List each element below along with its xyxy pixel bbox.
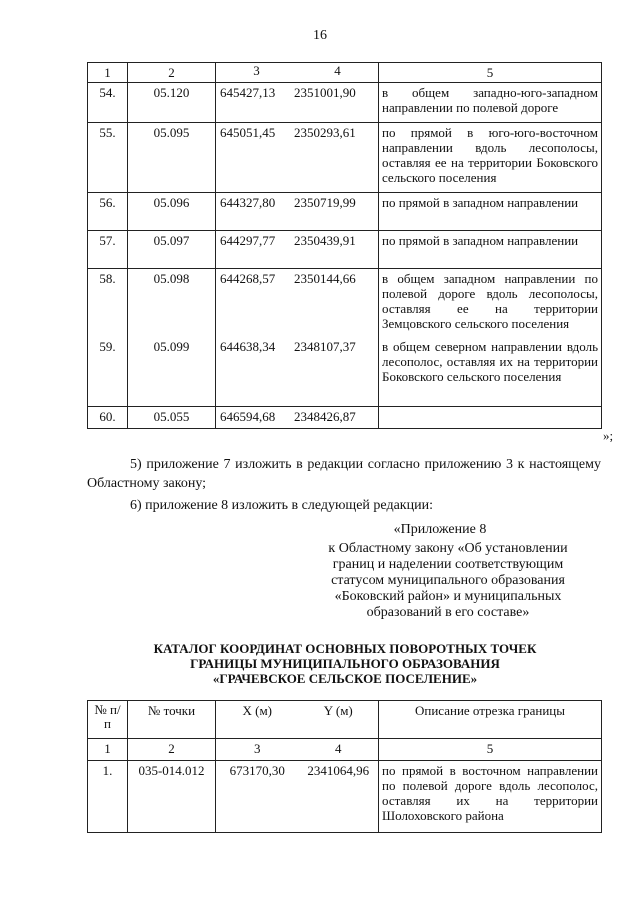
segment-description: в общем северном направлении вдоль лесополос, оставляя их на территории Боковского сельского поселения — [379, 337, 602, 407]
point-id: 05.096 — [128, 193, 216, 231]
row-number: 55. — [88, 123, 128, 193]
header-num: № п/п — [88, 701, 128, 739]
point-id: 05.120 — [128, 83, 216, 123]
row-number: 58. — [88, 269, 128, 337]
point-id: 05.097 — [128, 231, 216, 269]
closing-quote: »; — [603, 428, 614, 443]
point-id: 05.055 — [128, 407, 216, 429]
point-id: 035-014.012 — [128, 761, 216, 833]
table-row — [88, 231, 602, 269]
segment-description — [379, 407, 602, 429]
segment-description: по прямой в восточном направлении по полевой дороге вдоль лесополос, оставляя их на территории Шолоховского района — [379, 761, 602, 833]
table-row — [88, 337, 602, 407]
page-number: 16 — [313, 28, 327, 43]
table-column-numbers — [88, 739, 602, 761]
x-coordinate: 644327,80 — [220, 195, 276, 210]
row-number: 60. — [88, 407, 128, 429]
x-coordinate: 644268,57 — [220, 271, 276, 286]
coordinates — [216, 269, 379, 337]
y-coordinate: 2348107,37 — [294, 338, 356, 354]
segment-description: по прямой в юго-юго-восточном направлении вдоль лесополосы, оставляя ее на территории Боковского сельского поселения — [379, 123, 602, 193]
header-y: Y (м) — [299, 701, 379, 739]
y-coordinate: 2350293,61 — [294, 125, 356, 140]
x-coordinate: 644638,34 — [220, 338, 276, 354]
column-number: 4 — [299, 739, 379, 761]
row-number: 1. — [88, 761, 128, 833]
header-desc: Описание отрезка границы — [379, 701, 602, 739]
segment-description: по прямой в западном направлении — [379, 231, 602, 269]
coordinates — [216, 337, 379, 407]
coordinates-table-continued — [87, 62, 602, 429]
header-x: X (м) — [216, 701, 299, 739]
column-number: 1 — [88, 739, 128, 761]
column-number: 5 — [379, 739, 602, 761]
x-coordinate: 646594,68 — [220, 409, 276, 424]
table-row — [88, 761, 602, 833]
coordinates — [216, 123, 379, 193]
coordinates — [216, 407, 379, 429]
header-point: № точки — [128, 701, 216, 739]
row-number: 54. — [88, 83, 128, 123]
table-header — [88, 701, 602, 739]
coordinates — [216, 231, 379, 269]
x-coordinate: 645427,13 — [220, 85, 276, 100]
y-coordinate: 2350144,66 — [294, 271, 356, 286]
paragraph-5: 5) приложение 7 изложить в редакции согласно приложению 3 к настоящему Областному закону; — [87, 457, 601, 491]
column-number-pair — [216, 63, 379, 83]
table-row — [88, 193, 602, 231]
catalog-heading-line: «ГРАЧЕВСКОЕ СЕЛЬСКОЕ ПОСЕЛЕНИЕ» — [212, 671, 478, 686]
segment-description: по прямой в западном направлении — [379, 193, 602, 231]
y-coordinate: 2341064,96 — [299, 761, 379, 833]
column-number: 2 — [128, 739, 216, 761]
coordinates — [216, 193, 379, 231]
x-coordinate: 644297,77 — [220, 233, 276, 248]
table-row — [88, 123, 602, 193]
row-number: 59. — [88, 337, 128, 407]
column-number: 2 — [128, 63, 216, 83]
column-number: 4 — [334, 63, 341, 78]
column-number: 1 — [88, 63, 128, 83]
x-coordinate: 645051,45 — [220, 125, 276, 140]
catalog-heading — [100, 641, 590, 686]
table-row — [88, 83, 602, 123]
column-number: 5 — [379, 63, 602, 83]
y-coordinate: 2350719,99 — [294, 195, 356, 210]
coordinates-table — [87, 700, 602, 833]
table-row — [88, 269, 602, 337]
table-row — [88, 407, 602, 429]
column-number: 3 — [216, 739, 299, 761]
paragraph-6: 6) приложение 8 изложить в следующей редакции: — [130, 498, 433, 513]
catalog-heading-line: КАТАЛОГ КООРДИНАТ ОСНОВНЫХ ПОВОРОТНЫХ ТОЧЕК — [153, 641, 537, 656]
y-coordinate: 2348426,87 — [294, 409, 356, 424]
x-coordinate: 673170,30 — [216, 761, 299, 833]
row-number: 56. — [88, 193, 128, 231]
table-column-numbers — [88, 63, 602, 83]
point-id: 05.099 — [128, 337, 216, 407]
appendix-subtitle: к Областному закону «Об установлении границ и наделении соответствующим статусом муниципального образования «Боковский район» и муниципальных образований в его составе» — [328, 541, 568, 620]
y-coordinate: 2350439,91 — [294, 233, 356, 248]
coordinates — [216, 83, 379, 123]
column-number: 3 — [253, 63, 260, 78]
segment-description: в общем западном направлении по полевой дороге вдоль лесополосы, оставляя ее на территории Земцовского сельского поселения — [379, 269, 602, 337]
segment-description: в общем западно-юго-западном направлении по полевой дороге — [379, 83, 602, 123]
point-id: 05.098 — [128, 269, 216, 337]
point-id: 05.095 — [128, 123, 216, 193]
row-number: 57. — [88, 231, 128, 269]
y-coordinate: 2351001,90 — [294, 85, 356, 100]
appendix-title: «Приложение 8 — [393, 522, 487, 537]
catalog-heading-line: ГРАНИЦЫ МУНИЦИПАЛЬНОГО ОБРАЗОВАНИЯ — [190, 656, 500, 671]
